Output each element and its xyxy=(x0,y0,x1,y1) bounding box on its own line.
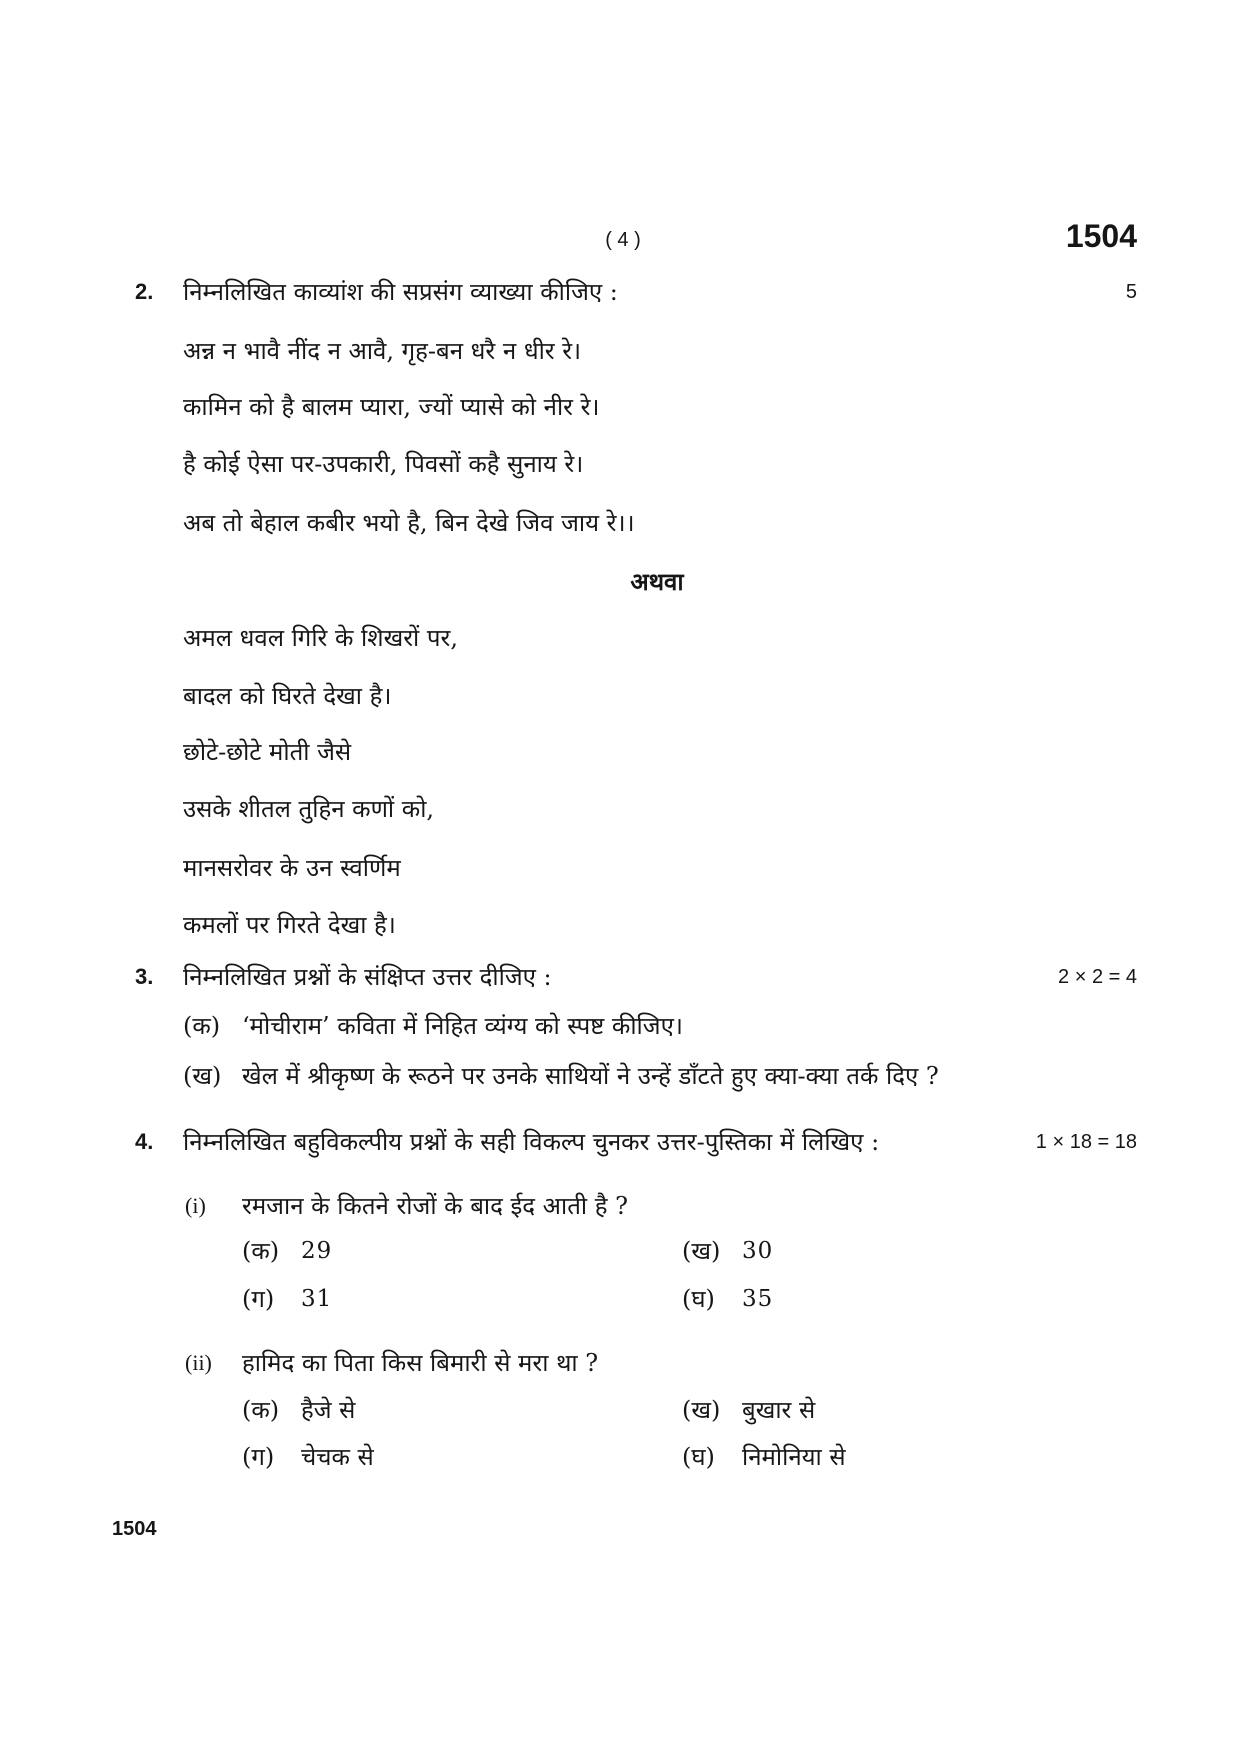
poem-line: बादल को घिरते देखा है। xyxy=(183,682,392,710)
poem-line: अमल धवल गिरि के शिखरों पर, xyxy=(183,624,458,652)
mcq-label: (ii) xyxy=(185,1350,212,1375)
question-text: निम्नलिखित बहुविकल्पीय प्रश्नों के सही विकल्प चुनकर उत्तर-पुस्तिका में लिखिए : xyxy=(183,1128,880,1156)
question-marks: 5 xyxy=(1125,281,1137,303)
poem-line: छोटे-छोटे मोती जैसे xyxy=(183,738,352,766)
poem-line: उसके शीतल तुहिन कणों को, xyxy=(183,795,435,823)
question-marks: 2 × 2 = 4 xyxy=(1058,966,1137,988)
question-text: निम्नलिखित काव्यांश की सप्रसंग व्याख्या कीजिए : xyxy=(183,278,618,306)
option-label: (ग) xyxy=(242,1443,275,1471)
mcq-question-text: रमजान के कितने रोजों के बाद ईद आती है ? xyxy=(242,1192,628,1220)
option-text: 35 xyxy=(742,1286,774,1312)
option-label: (क) xyxy=(242,1237,280,1265)
option-text: हैजे से xyxy=(301,1396,356,1424)
option-text: 29 xyxy=(301,1238,333,1264)
poem-line: है कोई ऐसा पर-उपकारी, पिवसों कहै सुनाय रे। xyxy=(183,450,584,478)
option-label: (घ) xyxy=(682,1285,715,1313)
option-label: (घ) xyxy=(682,1443,715,1471)
sub-question-text: खेल में श्रीकृष्ण के रूठने पर उनके साथियों ने उन्हें डाँटते हुए क्या-क्या तर्क दिए ? xyxy=(242,1062,939,1090)
mcq-question-text: हामिद का पिता किस बिमारी से मरा था ? xyxy=(242,1349,599,1377)
mcq-label: (i) xyxy=(185,1193,206,1218)
question-marks: 1 × 18 = 18 xyxy=(1035,1131,1137,1153)
option-text: 30 xyxy=(742,1238,774,1264)
or-separator: अथवा xyxy=(630,567,684,596)
sub-question-label: (ख) xyxy=(183,1062,222,1090)
sub-question-label: (क) xyxy=(183,1012,221,1040)
page-number: ( 4 ) xyxy=(605,229,641,251)
sub-question-text: ‘मोचीराम’ कविता में निहित व्यंग्य को स्पष्ट कीजिए। xyxy=(242,1012,683,1040)
paper-code-header: 1504 xyxy=(1065,218,1137,254)
poem-line: कामिन को है बालम प्यारा, ज्यों प्यासे को नीर रे। xyxy=(183,393,600,421)
poem-line: कमलों पर गिरते देखा है। xyxy=(183,911,396,939)
paper-code-footer: 1504 xyxy=(112,1518,157,1540)
option-text: चेचक से xyxy=(301,1443,374,1471)
option-text: 31 xyxy=(301,1286,333,1312)
option-text: निमोनिया से xyxy=(742,1443,846,1471)
question-number: 2. xyxy=(135,279,154,304)
question-number: 4. xyxy=(135,1129,154,1154)
option-text: बुखार से xyxy=(742,1396,816,1424)
question-number: 3. xyxy=(135,964,154,989)
option-label: (ग) xyxy=(242,1285,275,1313)
option-label: (क) xyxy=(242,1396,280,1424)
question-text: निम्नलिखित प्रश्नों के संक्षिप्त उत्तर दीजिए : xyxy=(183,963,552,991)
poem-line: मानसरोवर के उन स्वर्णिम xyxy=(183,854,401,882)
poem-line: अब तो बेहाल कबीर भयो है, बिन देखे जिव जाय रे।। xyxy=(183,509,635,537)
poem-line: अन्न न भावै नींद न आवै, गृह-बन धरै न धीर रे। xyxy=(183,337,582,365)
option-label: (ख) xyxy=(682,1237,721,1265)
option-label: (ख) xyxy=(682,1396,721,1424)
